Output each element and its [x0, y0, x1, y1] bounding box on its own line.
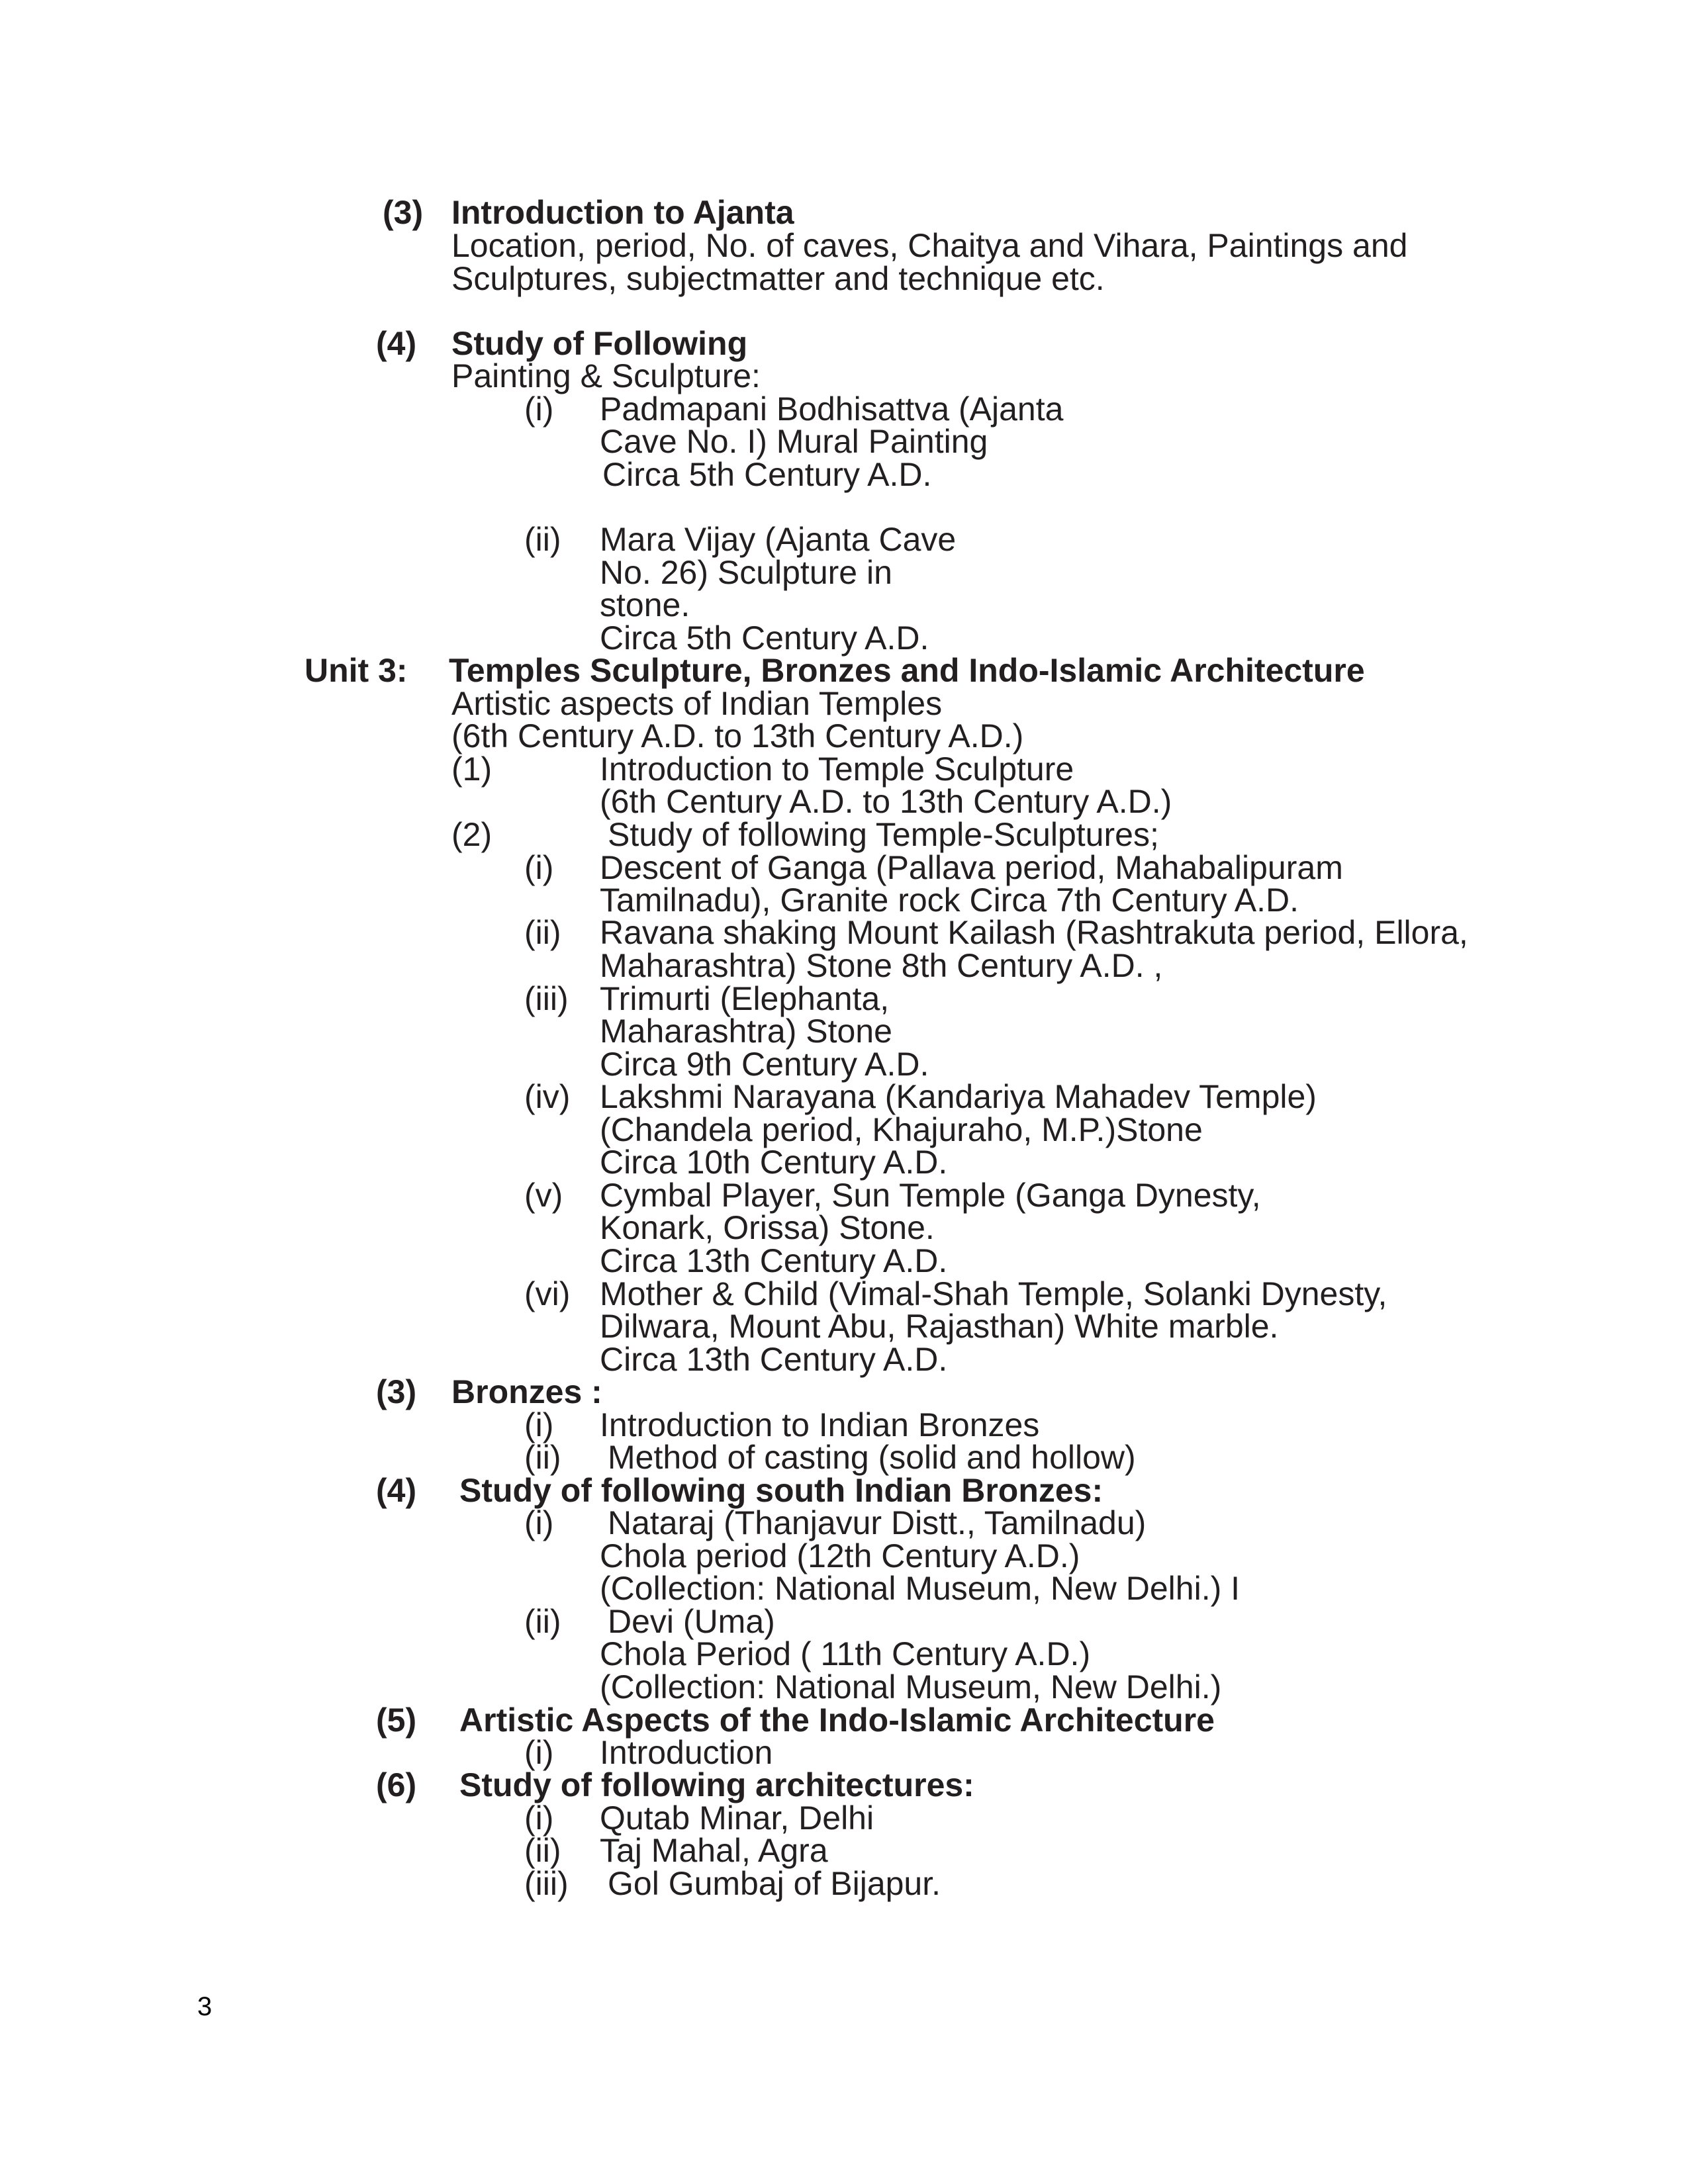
point-text: (6th Century A.D. to 13th Century A.D.)	[600, 783, 1172, 820]
list-item-text: Maharashtra) Stone	[600, 1013, 892, 1050]
list-item-text: Cave No. I) Mural Painting	[600, 423, 988, 460]
roman-numeral: (ii)	[524, 1832, 561, 1869]
list-item-text: (Collection: National Museum, New Delhi.)	[600, 1668, 1222, 1706]
point-title: Artistic Aspects of the Indo-Islamic Architecture	[459, 1702, 1215, 1739]
list-item-text: Method of casting (solid and hollow)	[608, 1439, 1136, 1476]
section-number: (3)	[383, 194, 424, 231]
list-item-text: Mara Vijay (Ajanta Cave	[600, 521, 957, 558]
point-title: Study of following architectures:	[459, 1766, 974, 1803]
section-title: Study of Following	[451, 325, 748, 362]
list-item-text: Ravana shaking Mount Kailash (Rashtrakuta period, Ellora,	[600, 914, 1468, 951]
list-item-text: Descent of Ganga (Pallava period, Mahabalipuram	[600, 849, 1343, 886]
point-title: Bronzes :	[451, 1373, 602, 1410]
list-item-text: Circa 5th Century A.D.	[600, 619, 929, 657]
list-item-text: Qutab Minar, Delhi	[600, 1799, 874, 1837]
list-item-text: Chola Period ( 11th Century A.D.)	[600, 1635, 1091, 1672]
roman-numeral: (i)	[524, 1504, 554, 1541]
roman-numeral: (ii)	[524, 521, 561, 558]
list-item-text: Circa 5th Century A.D.	[602, 456, 932, 493]
point-title: Study of following south Indian Bronzes:	[459, 1472, 1103, 1509]
section-subtitle: Painting & Sculpture:	[451, 357, 761, 394]
list-item-text: (Collection: National Museum, New Delhi.) I	[600, 1570, 1241, 1607]
point-number: (4)	[376, 1472, 417, 1509]
list-item-text: Cymbal Player, Sun Temple (Ganga Dynesty,	[600, 1177, 1261, 1214]
roman-numeral: (vi)	[524, 1275, 571, 1312]
list-item-text: Tamilnadu), Granite rock Circa 7th Century A.D.	[600, 882, 1299, 919]
roman-numeral: (i)	[524, 390, 554, 428]
page-number: 3	[197, 1992, 212, 2021]
list-item-text: Circa 10th Century A.D.	[600, 1144, 948, 1181]
roman-numeral: (ii)	[524, 1603, 561, 1640]
unit-label: Unit 3:	[305, 652, 408, 689]
roman-numeral: (iii)	[524, 980, 569, 1017]
roman-numeral: (ii)	[524, 1439, 561, 1476]
roman-numeral: (i)	[524, 1406, 554, 1443]
list-item-text: Lakshmi Narayana (Kandariya Mahadev Temple)	[600, 1078, 1317, 1115]
list-item-text: Chola period (12th Century A.D.)	[600, 1537, 1080, 1574]
point-title: Study of following Temple-Sculptures;	[608, 816, 1159, 853]
point-number: (1)	[451, 751, 492, 788]
point-number: (3)	[376, 1373, 417, 1410]
point-number: (2)	[451, 816, 492, 853]
unit-subtitle: (6th Century A.D. to 13th Century A.D.)	[451, 717, 1024, 754]
list-item-text: Introduction to Indian Bronzes	[600, 1406, 1040, 1443]
list-item-text: Introduction	[600, 1734, 773, 1771]
section-text: Location, period, No. of caves, Chaitya and Vihara, Paintings and	[451, 227, 1408, 264]
point-text: Introduction to Temple Sculpture	[600, 751, 1074, 788]
list-item-text: Circa 9th Century A.D.	[600, 1046, 929, 1083]
list-item-text: Circa 13th Century A.D.	[600, 1341, 948, 1378]
unit-title: Temples Sculpture, Bronzes and Indo-Islamic Architecture	[449, 652, 1365, 689]
list-item-text: Gol Gumbaj of Bijapur.	[608, 1865, 941, 1902]
point-number: (6)	[376, 1766, 417, 1803]
list-item-text: Maharashtra) Stone 8th Century A.D. ,	[600, 947, 1163, 984]
list-item-text: (Chandela period, Khajuraho, M.P.)Stone	[600, 1111, 1203, 1148]
roman-numeral: (v)	[524, 1177, 563, 1214]
list-item-text: Devi (Uma)	[608, 1603, 775, 1640]
section-text: Sculptures, subjectmatter and technique etc.	[451, 260, 1105, 297]
roman-numeral: (i)	[524, 1734, 554, 1771]
list-item-text: Circa 13th Century A.D.	[600, 1242, 948, 1279]
roman-numeral: (i)	[524, 1799, 554, 1837]
section-number: (4)	[376, 325, 417, 362]
roman-numeral: (iv)	[524, 1078, 571, 1115]
list-item-text: No. 26) Sculpture in	[600, 554, 892, 591]
list-item-text: Mother & Child (Vimal-Shah Temple, Solanki Dynesty,	[600, 1275, 1387, 1312]
roman-numeral: (i)	[524, 849, 554, 886]
roman-numeral: (ii)	[524, 914, 561, 951]
list-item-text: Trimurti (Elephanta,	[600, 980, 890, 1017]
point-number: (5)	[376, 1702, 417, 1739]
list-item-text: Konark, Orissa) Stone.	[600, 1209, 935, 1246]
list-item-text: Padmapani Bodhisattva (Ajanta	[600, 390, 1064, 428]
roman-numeral: (iii)	[524, 1865, 569, 1902]
list-item-text: Nataraj (Thanjavur Distt., Tamilnadu)	[608, 1504, 1147, 1541]
unit-subtitle: Artistic aspects of Indian Temples	[451, 685, 943, 722]
list-item-text: Taj Mahal, Agra	[600, 1832, 828, 1869]
list-item-text: stone.	[600, 586, 690, 623]
section-title: Introduction to Ajanta	[451, 194, 794, 231]
list-item-text: Dilwara, Mount Abu, Rajasthan) White marble.	[600, 1308, 1279, 1345]
